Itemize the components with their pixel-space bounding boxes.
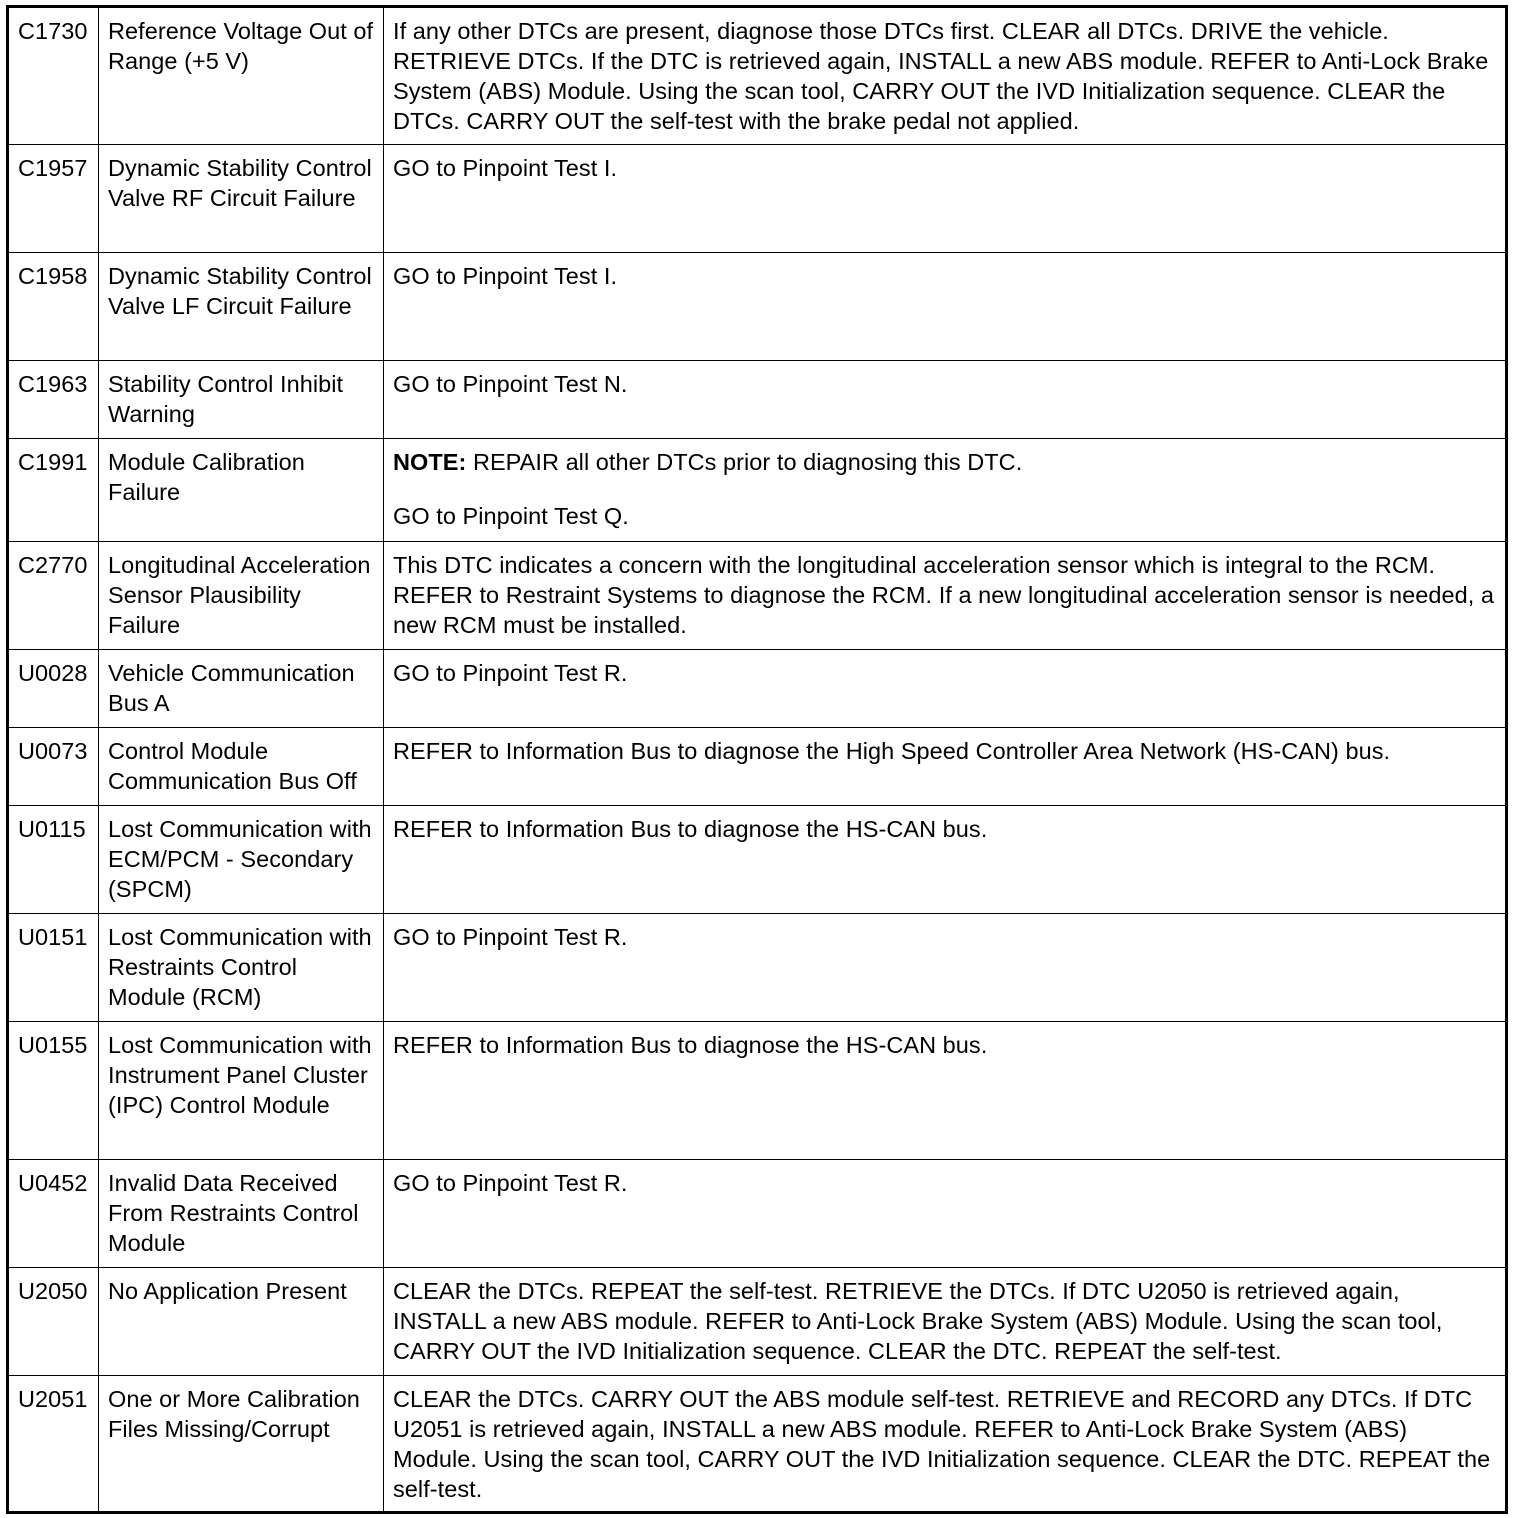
dtc-code: U0115 [8,806,99,914]
note-text: REPAIR all other DTCs prior to diagnosing this DTC. [466,449,1023,475]
table-row [8,1022,1507,1160]
table-row [8,806,1507,914]
dtc-code: C1730 [8,7,99,145]
dtc-description: Lost Communication with Restraints Control Module (RCM) [99,914,384,1022]
dtc-action-cell [384,439,1507,542]
dtc-code: C1963 [8,361,99,439]
dtc-code: U0155 [8,1022,99,1160]
dtc-action: This DTC indicates a concern with the longitudinal acceleration sensor which is integral to the RCM. REFER to Restraint Systems to diagnose the RCM. If a new longitudinal acceleration sensor is needed, a new RCM must be installed. [384,542,1507,650]
dtc-description: Lost Communication with ECM/PCM - Secondary (SPCM) [99,806,384,914]
table-row [8,728,1507,806]
dtc-code: U2050 [8,1268,99,1376]
table-row [8,253,1507,361]
dtc-description: Stability Control Inhibit Warning [99,361,384,439]
dtc-code: C1991 [8,439,99,542]
dtc-description: Dynamic Stability Control Valve LF Circuit Failure [99,253,384,361]
table-row [8,650,1507,728]
dtc-table [6,5,1508,1514]
dtc-action: REFER to Information Bus to diagnose the HS-CAN bus. [384,806,1507,914]
table-row [8,542,1507,650]
note-label: NOTE: [393,449,467,475]
dtc-action: GO to Pinpoint Test N. [384,361,1507,439]
dtc-action: REFER to Information Bus to diagnose the HS-CAN bus. [384,1022,1507,1160]
table-row [8,1376,1507,1513]
table-row [8,914,1507,1022]
dtc-code: U2051 [8,1376,99,1513]
dtc-action: GO to Pinpoint Test R. [384,1160,1507,1268]
dtc-action: CLEAR the DTCs. CARRY OUT the ABS module self-test. RETRIEVE and RECORD any DTCs. If DTC U2051 is retrieved again, INSTALL a new ABS module. REFER to Anti-Lock Brake System (ABS) Module. Using the scan tool, CARRY OUT the IVD Initialization sequence. CLEAR the DTC. REPEAT the self-test. [384,1376,1507,1513]
table-row [8,1268,1507,1376]
table-row [8,145,1507,253]
dtc-action: GO to Pinpoint Test R. [384,914,1507,1022]
dtc-action: GO to Pinpoint Test I. [384,145,1507,253]
dtc-description: Control Module Communication Bus Off [99,728,384,806]
table-row [8,439,1507,542]
dtc-description: Longitudinal Acceleration Sensor Plausibility Failure [99,542,384,650]
dtc-action: GO to Pinpoint Test I. [384,253,1507,361]
dtc-description: One or More Calibration Files Missing/Corrupt [99,1376,384,1513]
dtc-code: C1958 [8,253,99,361]
dtc-action: CLEAR the DTCs. REPEAT the self-test. RETRIEVE the DTCs. If DTC U2050 is retrieved again, INSTALL a new ABS module. REFER to Anti-Lock Brake System (ABS) Module. Using the scan tool, CARRY OUT the IVD Initialization sequence. CLEAR the DTC. REPEAT the self-test. [384,1268,1507,1376]
dtc-code: U0073 [8,728,99,806]
dtc-description: Lost Communication with Instrument Panel Cluster (IPC) Control Module [99,1022,384,1160]
table-row [8,1160,1507,1268]
dtc-code: U0151 [8,914,99,1022]
dtc-code: C1957 [8,145,99,253]
dtc-code: C2770 [8,542,99,650]
dtc-description: Reference Voltage Out of Range (+5 V) [99,7,384,145]
dtc-action: GO to Pinpoint Test R. [384,650,1507,728]
table-row [8,7,1507,145]
dtc-code: U0028 [8,650,99,728]
dtc-description: Module Calibration Failure [99,439,384,542]
dtc-description: Dynamic Stability Control Valve RF Circuit Failure [99,145,384,253]
dtc-description: Vehicle Communication Bus A [99,650,384,728]
dtc-code: U0452 [8,1160,99,1268]
dtc-description: Invalid Data Received From Restraints Control Module [99,1160,384,1268]
dtc-action: If any other DTCs are present, diagnose those DTCs first. CLEAR all DTCs. DRIVE the vehicle. RETRIEVE DTCs. If the DTC is retrieved again, INSTALL a new ABS module. REFER to Anti-Lock Brake System (ABS) Module. Using the scan tool, CARRY OUT the IVD Initialization sequence. CLEAR the DTCs. CARRY OUT the self-test with the brake pedal not applied. [384,7,1507,145]
dtc-description: No Application Present [99,1268,384,1376]
table-row [8,361,1507,439]
dtc-action: GO to Pinpoint Test Q. [393,503,629,529]
dtc-action: REFER to Information Bus to diagnose the High Speed Controller Area Network (HS-CAN) bus. [384,728,1507,806]
